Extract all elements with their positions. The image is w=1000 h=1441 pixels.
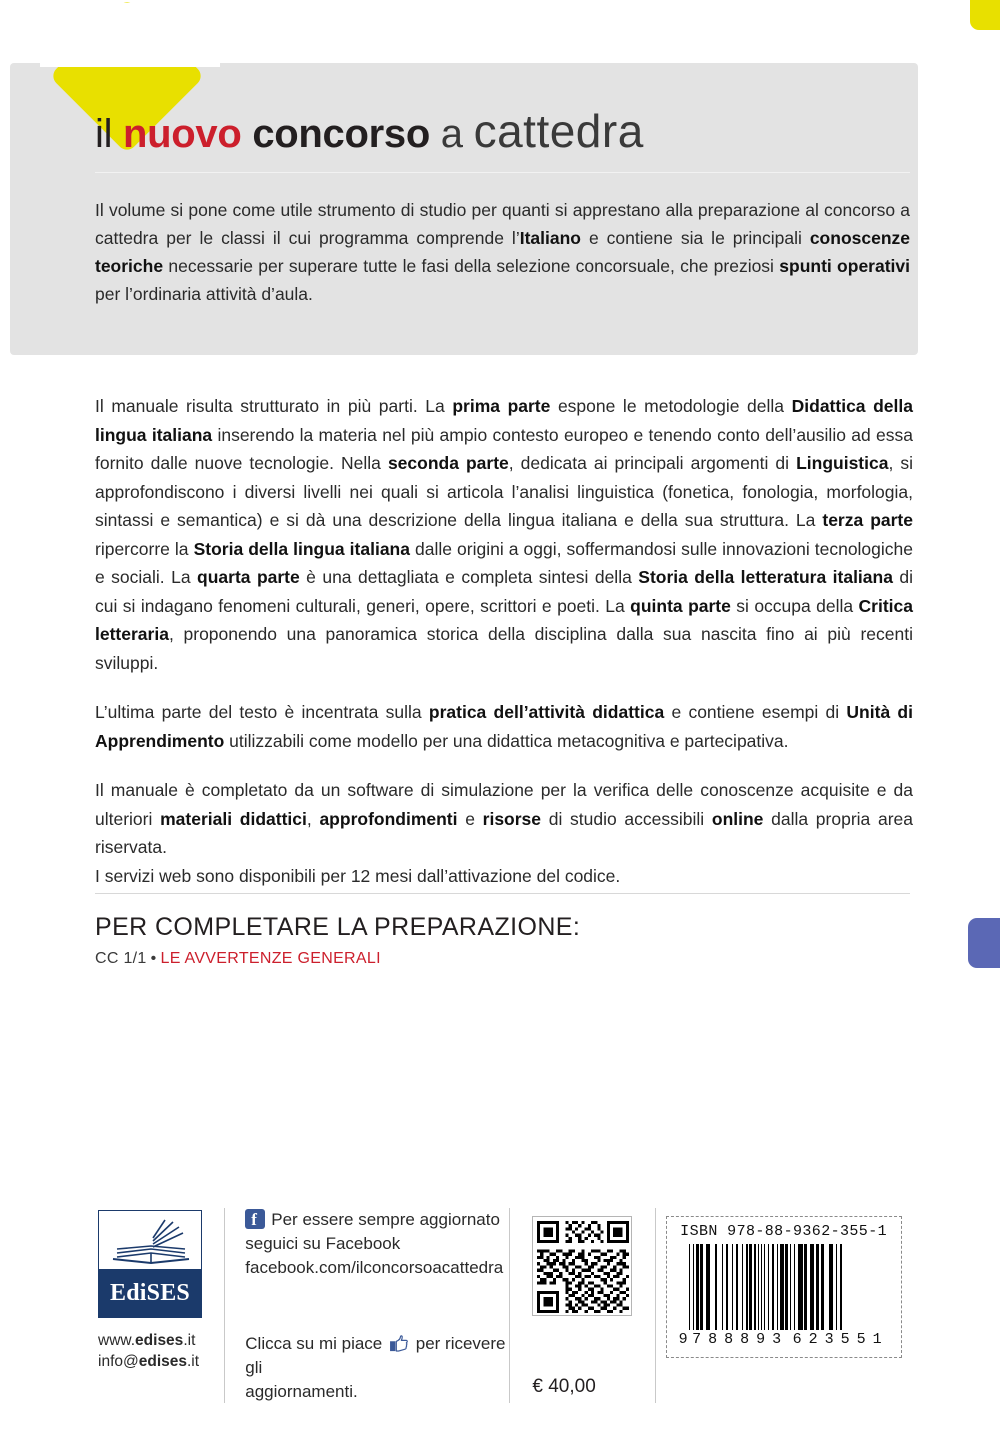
related-product-code: CC 1/1 — [95, 950, 147, 967]
p1-b7: quarta parte — [197, 567, 300, 587]
title-word-concorso: concorso — [252, 112, 430, 156]
p2-s2: e contiene esempi di — [664, 702, 847, 722]
section-divider-rule — [95, 893, 910, 894]
title-word-il: il — [95, 112, 113, 156]
p1-s10: si occupa della — [730, 595, 859, 616]
p1-s4: , dedicata ai principali argomenti di — [508, 453, 797, 473]
qr-price-column — [510, 1208, 654, 1403]
intro-bold-spunti: spunti operativi — [779, 256, 910, 276]
email-brand: edises — [138, 1353, 187, 1370]
p1-s9: di cui si indagano fenomeni culturali, generi, opere, scrittori e poeti. La — [95, 567, 914, 616]
title-word-nuovo: nuovo — [123, 112, 242, 156]
title-underline-rule — [95, 172, 910, 173]
p3-b1: materiali didattici — [160, 808, 307, 829]
p1-b1: prima parte — [452, 396, 551, 416]
facebook-icon[interactable] — [245, 1209, 265, 1229]
body-paragraph-1 — [95, 392, 913, 677]
isbn-column — [656, 1208, 910, 1403]
p1-s11: , proponendo una panoramica storica della disciplina dalla sua nascita fino ai più recenti sviluppi. — [95, 624, 913, 673]
intro-text-4: per l’ordinaria attività d’aula. — [95, 284, 313, 304]
edises-logo — [98, 1210, 202, 1318]
p1-s8: è una dettagliata e completa sintesi della — [299, 567, 639, 587]
p3-b4: online — [711, 808, 764, 829]
p1-b10: Critica letteraria — [95, 595, 914, 644]
like-text-3: aggiornamenti. — [245, 1382, 358, 1401]
p1-s6: ripercorre la — [95, 538, 194, 559]
intro-bold-conoscenze: conoscenze teoriche — [95, 228, 911, 276]
p1-b9: quinta parte — [630, 595, 731, 616]
p1-b6: Storia della lingua italiana — [193, 538, 410, 559]
p1-b4: Linguistica — [796, 453, 889, 473]
p3-s4: di studio accessibili — [541, 808, 712, 829]
p2-b1: pratica dell’attività didattica — [428, 702, 665, 722]
title-word-a: a — [440, 112, 463, 156]
website-brand: edises — [135, 1332, 184, 1349]
complete-preparation-heading: PER COMPLETARE LA PREPARAZIONE: — [95, 913, 581, 941]
edises-book-icon — [99, 1211, 201, 1271]
facebook-follow-block — [245, 1208, 509, 1280]
p3-b2: approfondimenti — [319, 808, 458, 829]
isbn-number: ISBN 978-88-9362-355-1 — [680, 1223, 888, 1240]
p3-s1: Il manuale è completato da un software di simulazione per la verifica delle conoscenze acquisite e da ulteriori — [95, 780, 913, 829]
yellow-arrow-mask — [40, 3, 220, 67]
price-label: € 40,00 — [532, 1376, 596, 1397]
p1-s5: , si approfondiscono i diversi livelli nei quali si articola l’analisi linguistica (fonetica, fonologia, morfologia, sintassi e semantica) e si dà una descrizione della lingua italiana e della sua struttura. La — [95, 453, 913, 530]
intro-text-3: necessarie per superare tutte le fasi della selezione concorsuale, che preziosi — [163, 256, 780, 276]
p1-b3: seconda parte — [387, 453, 509, 473]
p3-s3: e — [457, 808, 483, 829]
facebook-line-2: seguici su Facebook — [245, 1234, 401, 1253]
facebook-page-url[interactable]: facebook.com/ilconcorsoacattedra — [245, 1258, 504, 1277]
bubble-tail-cover — [10, 355, 918, 395]
p1-b5: terza parte — [822, 510, 913, 530]
page-title — [95, 105, 644, 157]
open-book-icon — [99, 1211, 201, 1271]
publisher-links — [98, 1330, 216, 1372]
p1-b8: Storia della letteratura italiana — [638, 567, 893, 587]
publisher-email[interactable] — [98, 1351, 216, 1372]
body-paragraph-4: I servizi web sono disponibili per 12 mesi dall’attivazione del codice. — [95, 865, 621, 886]
email-tld: .it — [187, 1353, 200, 1370]
p1-s1: Il manuale risulta strutturato in più parti. La — [95, 396, 453, 416]
thumbs-up-icon[interactable] — [390, 1335, 408, 1352]
publisher-website[interactable] — [98, 1330, 216, 1351]
email-prefix: info@ — [98, 1353, 139, 1370]
facebook-line-1: Per essere sempre aggiornato — [271, 1210, 500, 1229]
qr-code-graphic — [537, 1221, 629, 1313]
p3-b3: risorse — [482, 808, 542, 829]
barcode-digits-group-2: 623551 — [792, 1331, 889, 1348]
p3-s5: dalla propria area riservata. — [95, 808, 913, 857]
like-text-1: Clicca su mi piace — [245, 1334, 383, 1353]
intro-paragraph — [95, 196, 910, 308]
footer — [98, 1208, 910, 1403]
p2-s1: L’ultima parte del testo è incentrata sulla — [95, 702, 429, 722]
intro-text-2: e contiene sia le principali — [580, 228, 810, 248]
facebook-like-block — [245, 1332, 509, 1404]
related-product-title: LE AVVERTENZE GENERALI — [160, 950, 381, 967]
blue-corner-tab — [968, 918, 1000, 968]
website-prefix: www. — [98, 1332, 136, 1349]
intro-bold-italiano: Italiano — [519, 228, 581, 248]
body-paragraph-3 — [95, 776, 913, 862]
p1-b2: Didattica della lingua italiana — [95, 396, 913, 445]
yellow-corner-tab — [970, 0, 1000, 30]
barcode-bars — [675, 1244, 893, 1330]
publisher-column — [98, 1208, 224, 1403]
p3-s2: , — [306, 808, 320, 829]
isbn-barcode-box — [666, 1216, 902, 1358]
bullet-separator: • — [150, 950, 157, 967]
barcode-digits — [675, 1330, 893, 1348]
p1-s2: espone le metodologie della — [550, 396, 792, 416]
title-word-cattedra: cattedra — [473, 105, 644, 157]
p2-b2: Unità di Apprendimento — [95, 702, 913, 751]
p1-s3: inserendo la materia nel più ampio contesto europeo e tenendo conto dell’ausilio ad essa fornito dalle nuove tecnologie. Nella — [95, 424, 913, 473]
p2-s3: utilizzabili come modello per una didattica metacognitiva e partecipativa. — [224, 730, 789, 751]
barcode-digits-group-1: 788893 — [692, 1331, 789, 1348]
body-paragraph-2 — [95, 698, 913, 755]
complete-preparation-subline — [95, 950, 381, 968]
like-text-2: per ricevere gli — [245, 1334, 506, 1377]
barcode-digit-left: 9 — [678, 1331, 688, 1348]
p1-s7: dalle origini a oggi, soffermandosi sulle innovazioni tecnologiche e sociali. La — [95, 538, 914, 587]
edises-wordmark: EdiSES — [99, 1269, 201, 1317]
body-copy — [95, 392, 913, 890]
qr-code[interactable] — [532, 1216, 632, 1316]
website-tld: .it — [183, 1332, 196, 1349]
facebook-column — [225, 1208, 509, 1403]
intro-text-1: Il volume si pone come utile strumento di studio per quanti si apprestano alla preparazione al concorso a cattedra per le classi il cui programma comprende l’ — [95, 200, 910, 248]
